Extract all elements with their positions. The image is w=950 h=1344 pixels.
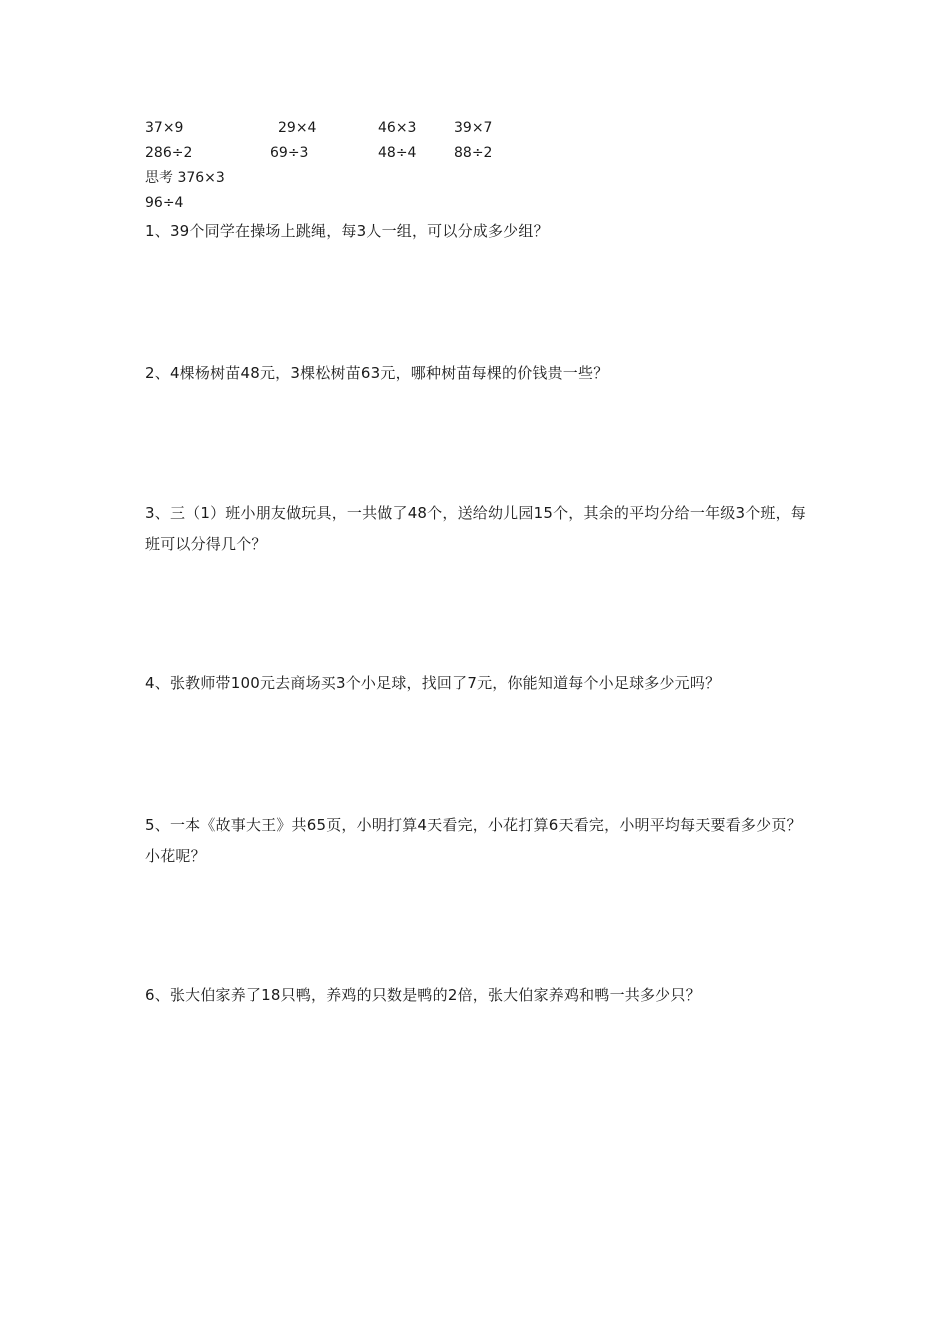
word-problem-5: 5、一本《故事大王》共65页，小明打算4天看完，小花打算6天看完，小明平均每天要看多少页？小花呢？	[145, 816, 802, 865]
calculation-item: 69÷3	[270, 145, 309, 161]
calculation-item: 48÷4	[378, 145, 417, 161]
word-problem-2: 2、4棵杨树苗48元，3棵松树苗63元，哪种树苗每棵的价钱贵一些？	[145, 364, 609, 382]
thinking-line-1: 思考 376×3	[145, 170, 225, 186]
calculation-item: 46×3	[378, 120, 417, 136]
calculation-item: 88÷2	[454, 145, 493, 161]
calculation-item: 37×9	[145, 120, 184, 136]
calculation-row-2	[145, 142, 745, 164]
calculation-item: 286÷2	[145, 145, 193, 161]
word-problem-1: 1、39个同学在操场上跳绳，每3人一组，可以分成多少组？	[145, 222, 549, 240]
calculation-item: 39×7	[454, 120, 493, 136]
thinking-line-2: 96÷4	[145, 195, 184, 211]
calculation-item: 29×4	[278, 120, 317, 136]
calculation-row-1	[145, 117, 745, 139]
word-problem-3: 3、三（1）班小朋友做玩具，一共做了48个，送给幼儿园15个，其余的平均分给一年级3个班，每班可以分得几个？	[145, 504, 807, 553]
word-problem-4: 4、张教师带100元去商场买3个小足球，找回了7元，你能知道每个小足球多少元吗？	[145, 674, 721, 692]
word-problem-6: 6、张大伯家养了18只鸭，养鸡的只数是鸭的2倍，张大伯家养鸡和鸭一共多少只？	[145, 986, 701, 1004]
